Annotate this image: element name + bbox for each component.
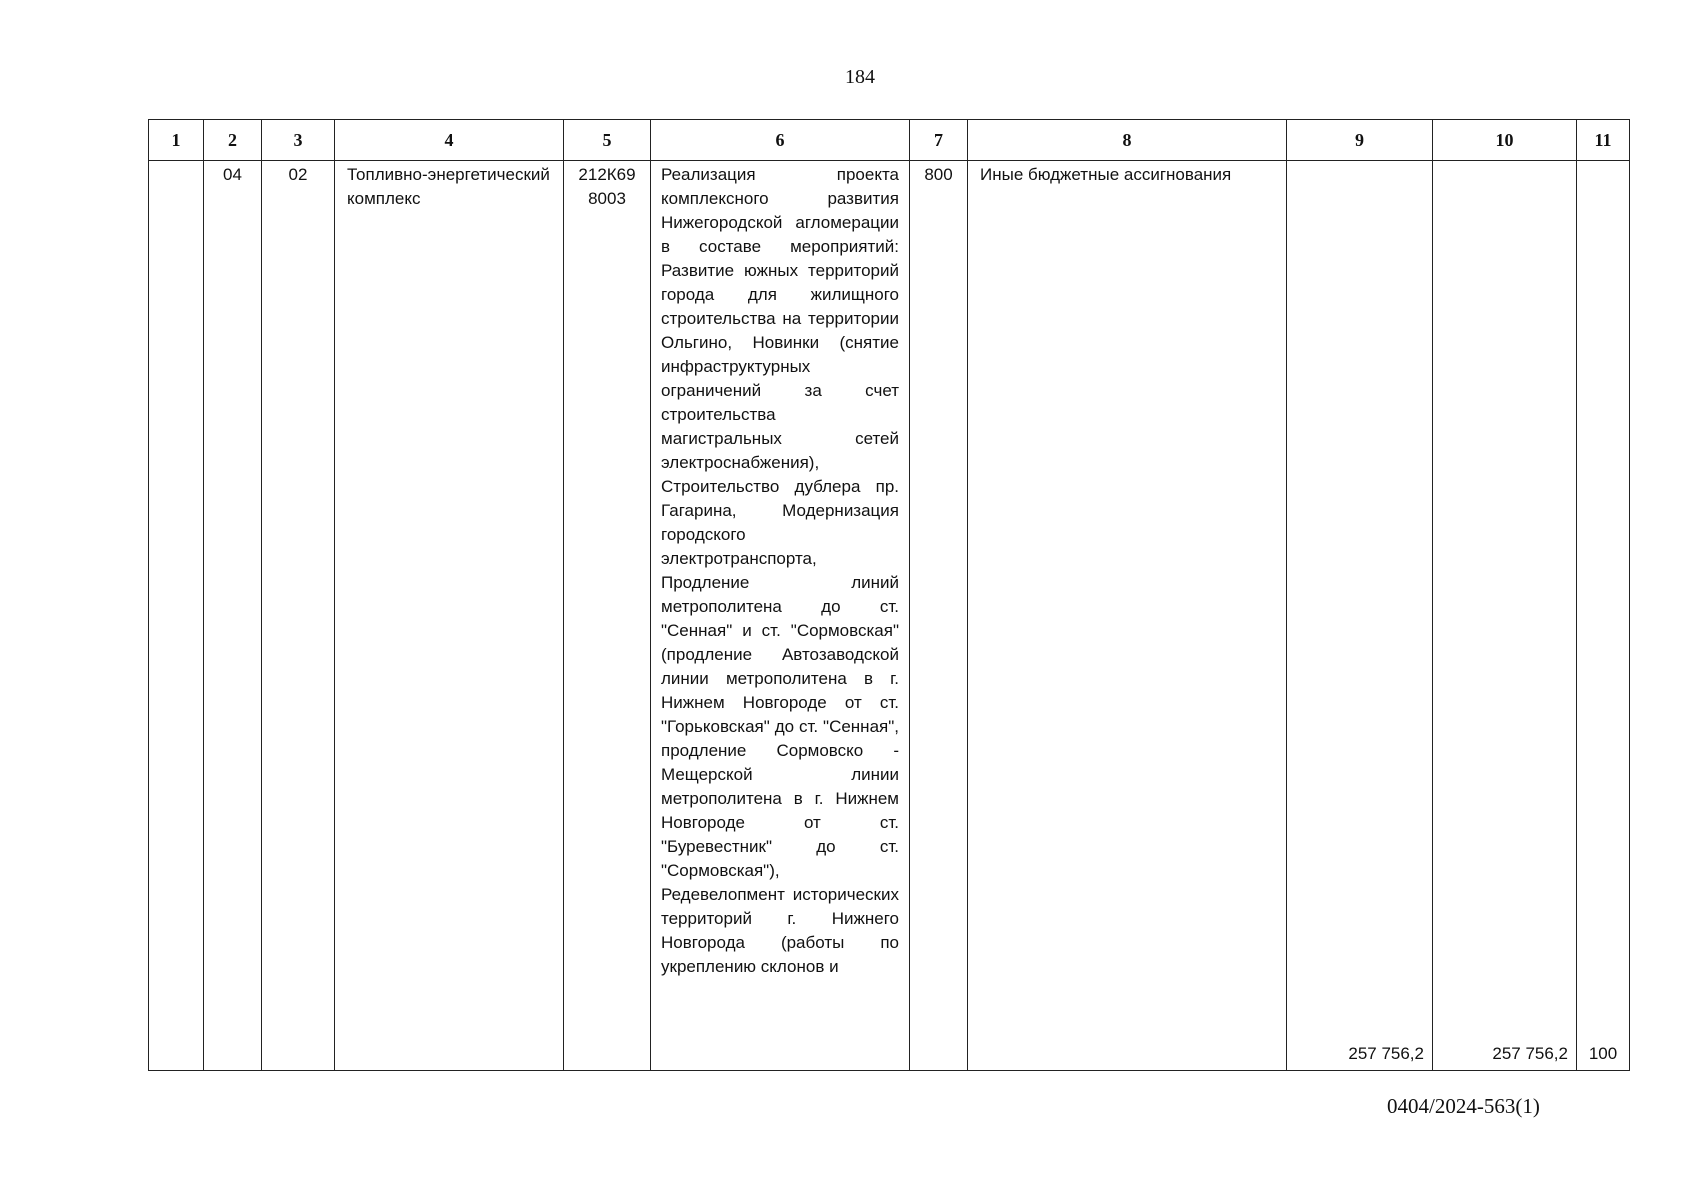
cell-subsection-code: 02 [262, 161, 335, 1071]
table-header-row [149, 120, 1630, 161]
header-col-5: 5 [564, 120, 651, 161]
header-col-9: 9 [1287, 120, 1433, 161]
header-col-11: 11 [1577, 120, 1630, 161]
header-col-6: 6 [651, 120, 910, 161]
table-row [149, 161, 1630, 1071]
cell-target-article: 212К69 8003 [564, 161, 651, 1071]
cell-section-code: 04 [204, 161, 262, 1071]
cell-amount-planned: 257 756,2 [1287, 161, 1433, 1071]
header-col-1: 1 [149, 120, 204, 161]
header-col-7: 7 [910, 120, 968, 161]
cell-col-1 [149, 161, 204, 1071]
description-text: Реализация проекта комплексного развития Нижегородской агломерации в составе мероприятий: Развитие южных территорий города для жилищного строительства на территории Ольгино, Новинки (снятие инфраструктурных ограничений за счет строительства магистральных сетей электроснабжения), Строительство дублера пр. Гагарина, Модернизация городского электротранспорта, Продление линий метрополитена до ст. "Сенная" и ст. "Сормовская" (продление Автозаводской линии метрополитена в г. Нижнем Новгороде от ст. "Горьковская" до ст. "Сенная", продление Сормовско - Мещерской линии метрополитена в г. Нижнем Новгороде от ст. "Буревестник" до ст. "Сормовская"), Редевелопмент исторических территорий г. Нижнего Новгорода (работы по укреплению склонов и [661, 165, 899, 976]
header-col-3: 3 [262, 120, 335, 161]
cell-section-name: Топливно-энергетический комплекс [335, 161, 564, 1071]
cell-description [651, 161, 910, 1071]
cell-percent-executed: 100 [1577, 161, 1630, 1071]
cell-expense-type-code: 800 [910, 161, 968, 1071]
header-col-4: 4 [335, 120, 564, 161]
page-number: 184 [845, 66, 875, 88]
budget-table [148, 119, 1630, 1071]
cell-expense-type-name: Иные бюджетные ассигнования [968, 161, 1287, 1071]
header-col-10: 10 [1433, 120, 1577, 161]
header-col-2: 2 [204, 120, 262, 161]
header-col-8: 8 [968, 120, 1287, 161]
document-number: 0404/2024-563(1) [1387, 1094, 1540, 1118]
cell-amount-executed: 257 756,2 [1433, 161, 1577, 1071]
